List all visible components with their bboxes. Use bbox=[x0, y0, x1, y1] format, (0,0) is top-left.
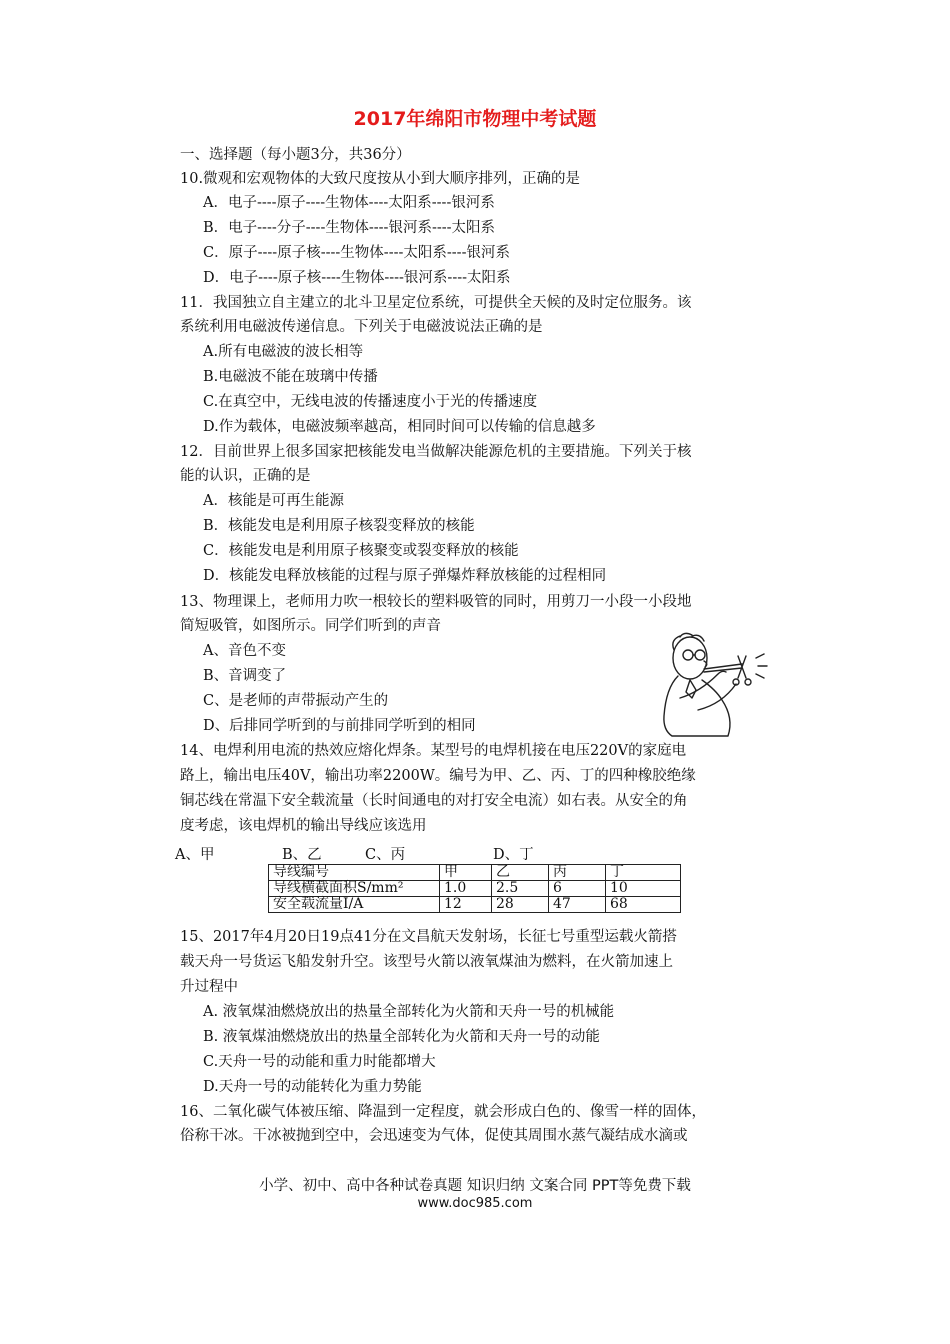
question-15-stem-line2: 载天舟一号货运飞船发射升空。该型号火箭以液氧煤油为燃料，在火箭加速上 bbox=[180, 954, 673, 970]
table-row bbox=[269, 897, 681, 913]
table-cell: 10 bbox=[606, 881, 681, 897]
table-cell: 47 bbox=[549, 897, 606, 913]
question-14-stem-line2: 路上，输出电压40V，输出功率2200W。编号为甲、乙、丙、丁的四种橡胶绝缘 bbox=[180, 768, 696, 784]
question-14-stem-line3: 铜芯线在常温下安全载流量（长时间通电的对打安全电流）如右表。从安全的角 bbox=[180, 793, 688, 809]
question-12-stem-line1: 12．目前世界上很多国家把核能发电当做解决能源危机的主要措施。下列关于核 bbox=[180, 444, 692, 460]
table-cell: 6 bbox=[549, 881, 606, 897]
table-cell: 68 bbox=[606, 897, 681, 913]
teacher-straw-illustration bbox=[650, 628, 780, 738]
footer-promo-text: 小学、初中、高中各种试卷真题 知识归纳 文案合同 PPT等免费下载 bbox=[259, 1178, 691, 1194]
question-15-option-c: C.天舟一号的动能和重力时能都增大 bbox=[203, 1054, 436, 1070]
question-12-option-c: C．核能发电是利用原子核聚变或裂变释放的核能 bbox=[203, 543, 519, 559]
question-10-option-d: D．电子----原子核----生物体----银河系----太阳系 bbox=[203, 270, 511, 286]
question-12-option-a: A．核能是可再生能源 bbox=[203, 493, 344, 509]
question-10-option-a: A．电子----原子----生物体----太阳系----银河系 bbox=[203, 195, 495, 211]
question-10-option-b: B．电子----分子----生物体----银河系----太阳系 bbox=[203, 220, 496, 236]
question-13-option-d: D、后排同学听到的与前排同学听到的相同 bbox=[203, 718, 476, 734]
question-10-option-c: C．原子----原子核----生物体----太阳系----银河系 bbox=[203, 245, 510, 261]
question-11-stem-line2: 系统利用电磁波传递信息。下列关于电磁波说法正确的是 bbox=[180, 319, 543, 335]
table-cell: 1.0 bbox=[440, 881, 492, 897]
question-14-option-c: C、丙 bbox=[365, 847, 406, 863]
question-11-stem-line1: 11．我国独立自主建立的北斗卫星定位系统，可提供全天候的及时定位服务。该 bbox=[180, 295, 692, 311]
question-11-option-b: B.电磁波不能在玻璃中传播 bbox=[203, 369, 378, 385]
question-14-option-b: B、乙 bbox=[282, 847, 322, 863]
table-cell: 丙 bbox=[549, 865, 606, 881]
table-cell: 乙 bbox=[492, 865, 549, 881]
table-cell: 安全载流量I/A bbox=[269, 897, 440, 913]
question-15-stem-line3: 升过程中 bbox=[180, 979, 238, 995]
table-cell: 丁 bbox=[606, 865, 681, 881]
question-12-option-d: D．核能发电释放核能的过程与原子弹爆炸释放核能的过程相同 bbox=[203, 568, 607, 584]
table-cell: 导线横截面积S/mm² bbox=[269, 881, 440, 897]
question-13-option-b: B、音调变了 bbox=[203, 668, 287, 684]
question-15-stem-line1: 15、2017年4月20日19点41分在文昌航天发射场，长征七号重型运载火箭搭 bbox=[180, 929, 677, 945]
question-16-stem-line2: 俗称干冰。干冰被抛到空中，会迅速变为气体，促使其周围水蒸气凝结成水滴或 bbox=[180, 1128, 688, 1144]
table-cell: 2.5 bbox=[492, 881, 549, 897]
question-15-option-d: D.天舟一号的动能转化为重力势能 bbox=[203, 1079, 422, 1095]
question-13-option-c: C、是老师的声带振动产生的 bbox=[203, 693, 389, 709]
table-cell: 12 bbox=[440, 897, 492, 913]
table-cell: 导线编号 bbox=[269, 865, 440, 881]
question-10-stem: 10.微观和宏观物体的大致尺度按从小到大顺序排列，正确的是 bbox=[180, 171, 581, 187]
question-13-stem-line2: 简短吸管，如图所示。同学们听到的声音 bbox=[180, 618, 441, 634]
question-15-option-b: B. 液氧煤油燃烧放出的热量全部转化为火箭和天舟一号的动能 bbox=[203, 1029, 600, 1045]
question-13-stem-line1: 13、物理课上，老师用力吹一根较长的塑料吸管的同时，用剪刀一小段一小段地 bbox=[180, 594, 692, 610]
footer-website-link[interactable]: www.doc985.com bbox=[417, 1196, 533, 1211]
question-16-stem-line1: 16、二氧化碳气体被压缩、降温到一定程度，就会形成白色的、像雪一样的固体， bbox=[180, 1104, 706, 1120]
page-title: 2017年绵阳市物理中考试题 bbox=[353, 108, 597, 130]
question-12-option-b: B．核能发电是利用原子核裂变释放的核能 bbox=[203, 518, 475, 534]
question-13-option-a: A、音色不变 bbox=[203, 643, 286, 659]
question-11-option-d: D.作为载体，电磁波频率越高，相同时间可以传输的信息越多 bbox=[203, 419, 596, 435]
question-12-stem-line2: 能的认识，正确的是 bbox=[180, 468, 311, 484]
wire-spec-table bbox=[268, 864, 681, 913]
table-cell: 28 bbox=[492, 897, 549, 913]
question-14-stem-line4: 度考虑，该电焊机的输出导线应该选用 bbox=[180, 818, 427, 834]
section-heading: 一、选择题（每小题3分，共36分） bbox=[180, 147, 411, 163]
table-row bbox=[269, 865, 681, 881]
question-11-option-a: A.所有电磁波的波长相等 bbox=[203, 344, 364, 360]
question-11-option-c: C.在真空中，无线电波的传播速度小于光的传播速度 bbox=[203, 394, 538, 410]
table-row bbox=[269, 881, 681, 897]
question-14-option-d: D、丁 bbox=[493, 847, 534, 863]
question-15-option-a: A. 液氧煤油燃烧放出的热量全部转化为火箭和天舟一号的机械能 bbox=[203, 1004, 615, 1020]
question-14-stem-line1: 14、电焊利用电流的热效应熔化焊条。某型号的电焊机接在电压220V的家庭电 bbox=[180, 743, 687, 759]
table-cell: 甲 bbox=[440, 865, 492, 881]
question-14-option-a: A、甲 bbox=[175, 847, 215, 863]
